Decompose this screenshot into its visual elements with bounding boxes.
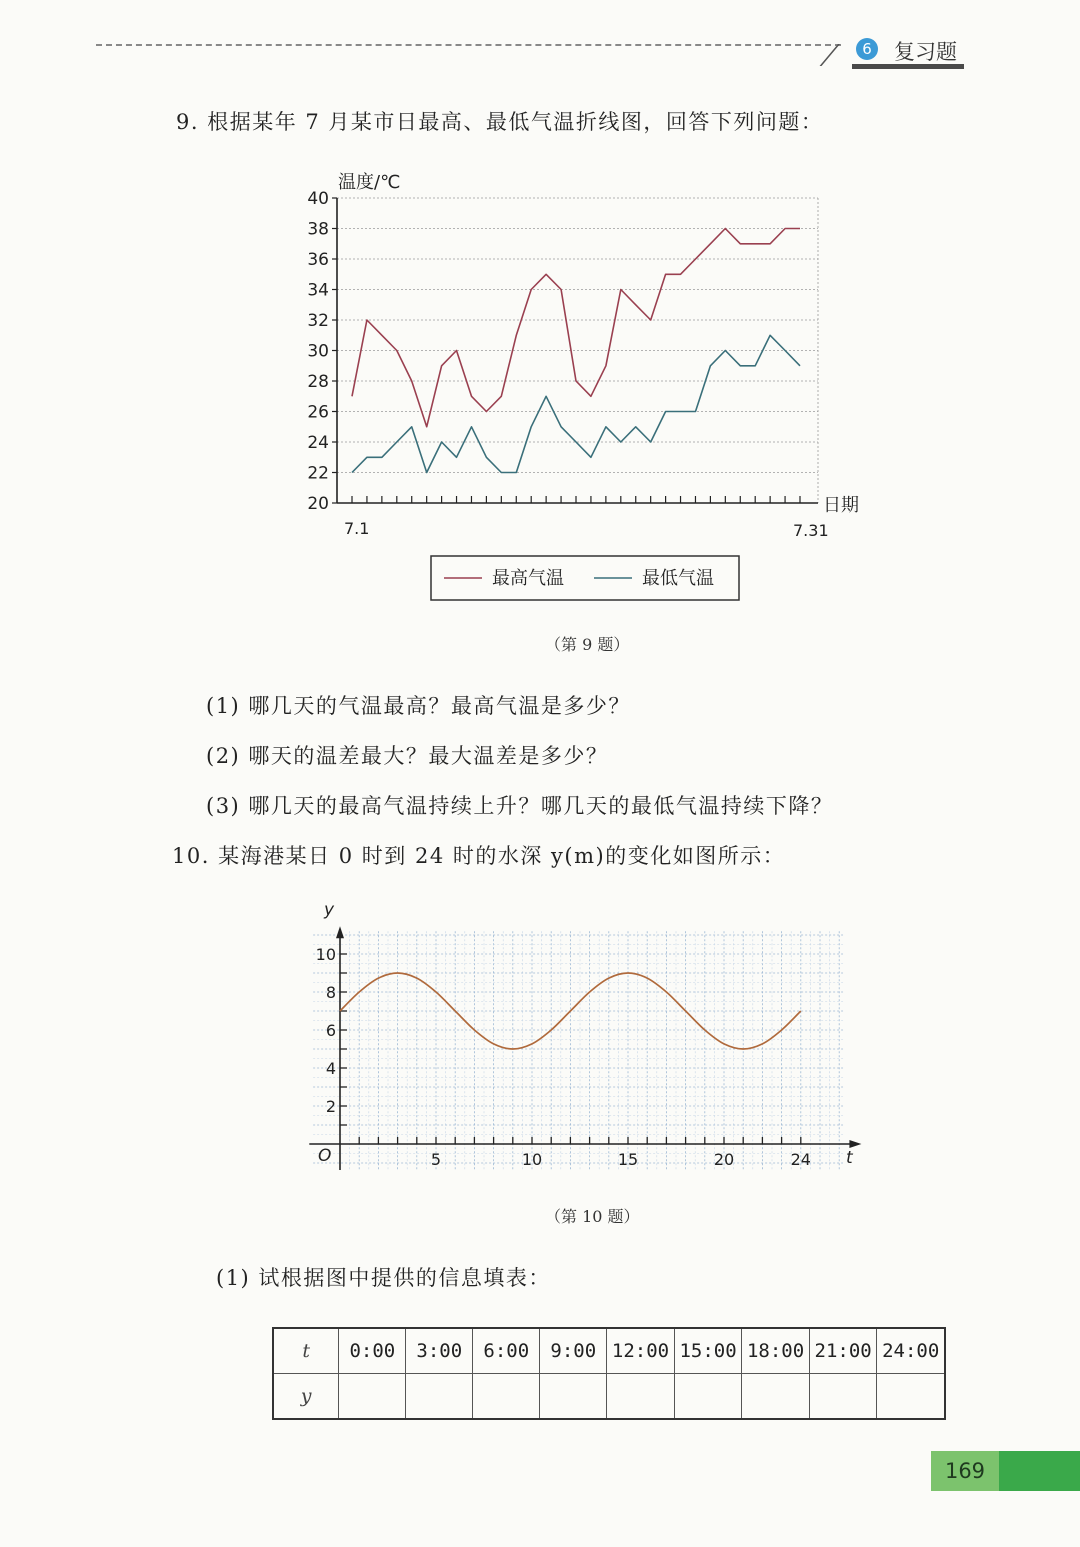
x-tick-label: 20 [713,1150,735,1169]
y-tick-label: 40 [307,189,329,209]
table-time-cell: 0:00 [339,1328,406,1374]
chapter-title: 复习题 [894,40,957,64]
question-9-part-3: (3) 哪几天的最高气温持续上升？哪几天的最低气温持续下降？ [206,794,834,818]
table-time-cell: 21:00 [809,1328,877,1374]
question-10-text: 10. 某海港某日 0 时到 24 时的水深 y(m)的变化如图所示： [172,844,786,868]
series-line-high [352,229,800,427]
x-axis-arrow [849,1140,861,1148]
table-time-cell: 24:00 [877,1328,945,1374]
y-axis-label: y [324,900,335,920]
table-time-cell: 9:00 [540,1328,607,1374]
table-time-cell: 12:00 [607,1328,675,1374]
y-tick-label: 30 [307,341,329,362]
table-time-cell: 3:00 [406,1328,473,1374]
x-tick-label: 24 [790,1150,811,1169]
table-row-y [273,1374,945,1420]
legend-label-high: 最高气温 [492,568,564,589]
page-number: 169 [931,1451,999,1491]
table-blank-cell [406,1374,473,1420]
table-blank-cell [473,1374,540,1420]
x-tick-label: 5 [430,1150,442,1169]
y-tick-label: 38 [307,219,329,240]
x-tick-label: 10 [521,1150,543,1169]
y-tick-label: 20 [307,494,329,514]
header-slant-rule [820,44,858,66]
chapter-number-badge: 6 [856,38,878,60]
y-tick-label: 24 [307,433,329,453]
y-tick-label: 36 [307,250,329,270]
y-tick-label: 34 [307,280,329,301]
table-header-t: t [273,1328,339,1374]
table-header-y: y [273,1374,339,1420]
x-axis-label: t [846,1148,853,1168]
legend-label-low: 最低气温 [642,568,714,589]
caption-question-9: （第 9 题） [545,635,630,654]
table-blank-cell [674,1374,742,1420]
table-blank-cell [809,1374,877,1420]
question-9-part-1: (1) 哪几天的气温最高？最高气温是多少？ [206,694,631,718]
table-blank-cell [540,1374,607,1420]
x-end-label: 7.31 [793,521,829,540]
origin-label: O [318,1146,332,1166]
table-blank-cell [877,1374,945,1420]
question-10-part-1: (1) 试根据图中提供的信息填表： [216,1266,551,1290]
x-tick-label: 15 [617,1150,639,1169]
y-tick-label: 32 [307,311,329,331]
temperature-line-chart [290,160,890,610]
y-tick-label: 28 [307,372,329,392]
fill-in-table [272,1327,946,1420]
y-tick-label: 10 [315,945,336,964]
question-9-text: 9. 根据某年 7 月某市日最高、最低气温折线图，回答下列问题： [176,110,824,134]
legend [431,556,739,600]
table-row-t [273,1328,945,1374]
chapter-underline [852,64,964,69]
x-axis-label: 日期 [823,495,859,516]
y-axis-arrow [336,926,344,938]
y-tick-label: 26 [307,402,329,423]
y-tick-label: 4 [325,1059,336,1078]
header-dashed-rule [96,44,841,46]
y-tick-label: 8 [325,983,336,1002]
x-start-label: 7.1 [344,519,370,538]
y-tick-label: 2 [325,1097,336,1116]
table-blank-cell [339,1374,406,1420]
question-9-part-2: (2) 哪天的温差最大？最大温差是多少？ [206,744,609,768]
table-blank-cell [607,1374,675,1420]
y-tick-label: 22 [307,463,329,484]
y-axis-label: 温度/℃ [338,172,401,193]
caption-question-10: （第 10 题） [545,1207,640,1226]
table-blank-cell [742,1374,810,1420]
table-time-cell: 18:00 [742,1328,810,1374]
table-time-cell: 15:00 [674,1328,742,1374]
table-time-cell: 6:00 [473,1328,540,1374]
water-depth-chart [300,895,880,1180]
y-tick-label: 6 [325,1021,336,1040]
